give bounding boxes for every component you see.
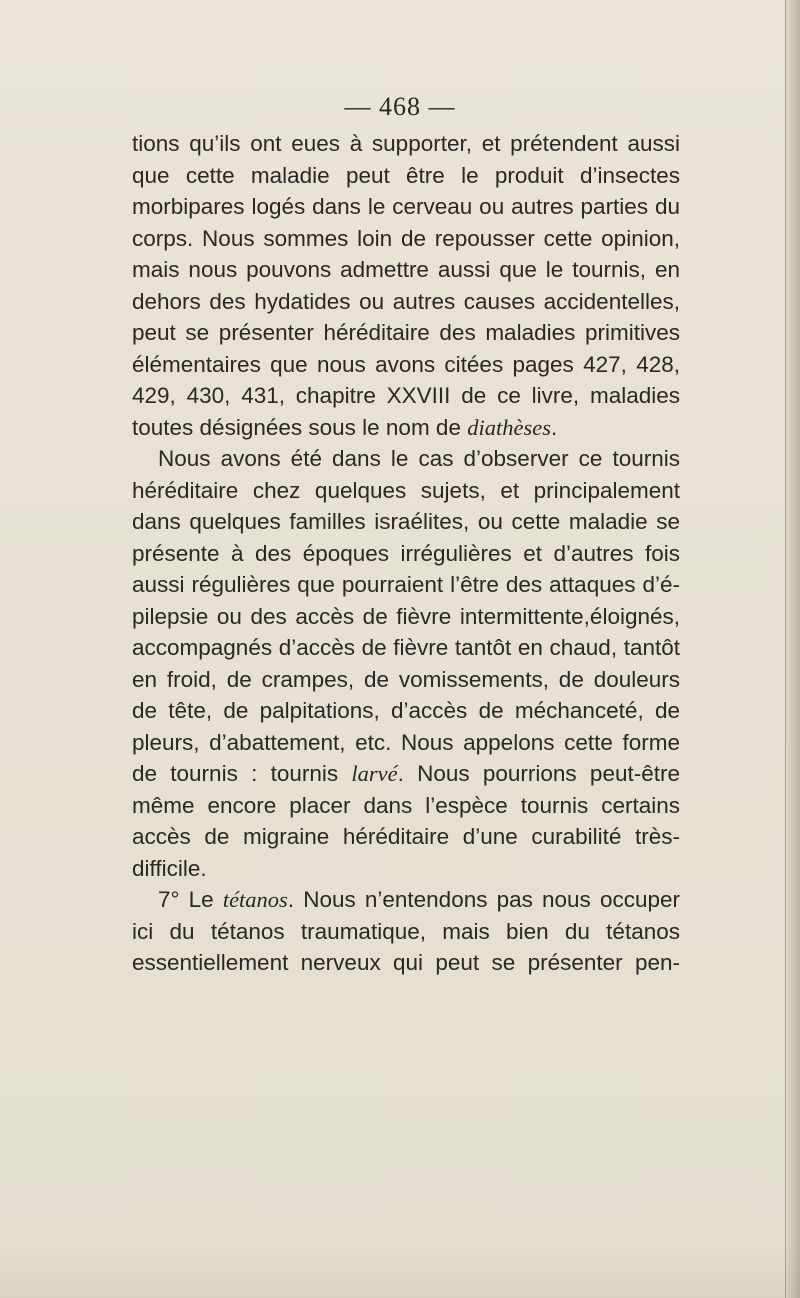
text-line: élémentaires que nous avons citées pages 427, 428, — [132, 351, 680, 377]
text-line: morbipares logés dans le cerveau ou autres parties du — [132, 194, 680, 219]
body-text — [132, 128, 680, 979]
page-edge — [785, 0, 800, 1298]
text-line: peut se présenter héréditaire des maladies primitives — [132, 320, 680, 345]
text-line: aussi régulières que pourraient l’être des attaques d’é- — [132, 572, 680, 597]
italic-term: tétanos — [222, 887, 288, 912]
text-line: 429, 430, 431, chapitre XXVIII de ce livre, maladies — [132, 383, 680, 408]
text-line: présente à des époques irrégulières et d’autres fois — [132, 540, 680, 566]
text-line: de tournis : tournis larvé. Nous pourrions peut-être — [132, 761, 680, 786]
text-line: même encore placer dans l’espèce tournis certains — [132, 792, 680, 818]
text-line: en froid, de crampes, de vomissements, de douleurs — [132, 666, 680, 692]
italic-term: diathèses — [467, 414, 551, 440]
text-line: corps. Nous sommes loin de repousser cette opinion, — [132, 225, 680, 251]
text-line: toutes désignées sous le nom de diathèses. — [132, 414, 558, 440]
text-line: essentiellement nerveux qui peut se présenter pen- — [132, 950, 680, 975]
text-line: mais nous pouvons admettre aussi que le tournis, en — [132, 257, 680, 282]
text-line: de tête, de palpitations, d’accès de méchanceté, de — [132, 698, 680, 723]
text-line: ici du tétanos traumatique, mais bien du tétanos — [132, 918, 680, 944]
text-line: héréditaire chez quelques sujets, et principalement — [132, 477, 680, 503]
text-line: Nous avons été dans le cas d’observer ce tournis — [158, 446, 680, 471]
text-line: accompagnés d’accès de fièvre tantôt en chaud, tantôt — [132, 635, 680, 660]
text-line: pilepsie ou des accès de fièvre intermittente,éloignés, — [132, 603, 680, 629]
italic-term: larvé — [351, 761, 398, 786]
text-line: accès de migraine héréditaire d’une curabilité très- — [132, 824, 680, 849]
text-line: que cette maladie peut être le produit d’insectes — [132, 162, 680, 188]
text-line: pleurs, d’abattement, etc. Nous appelons cette forme — [132, 729, 680, 755]
text-line: 7° Le tétanos. Nous n’entendons pas nous occuper — [158, 887, 680, 912]
text-line: difficile. — [132, 855, 207, 881]
text-line: dans quelques familles israélites, ou cette maladie se — [132, 509, 680, 534]
text-line: tions qu’ils ont eues à supporter, et prétendent aussi — [132, 131, 680, 156]
page-shadow — [0, 1238, 800, 1298]
page-number: — 468 — — [344, 92, 456, 121]
text-line: dehors des hydatides ou autres causes accidentelles, — [132, 288, 680, 314]
